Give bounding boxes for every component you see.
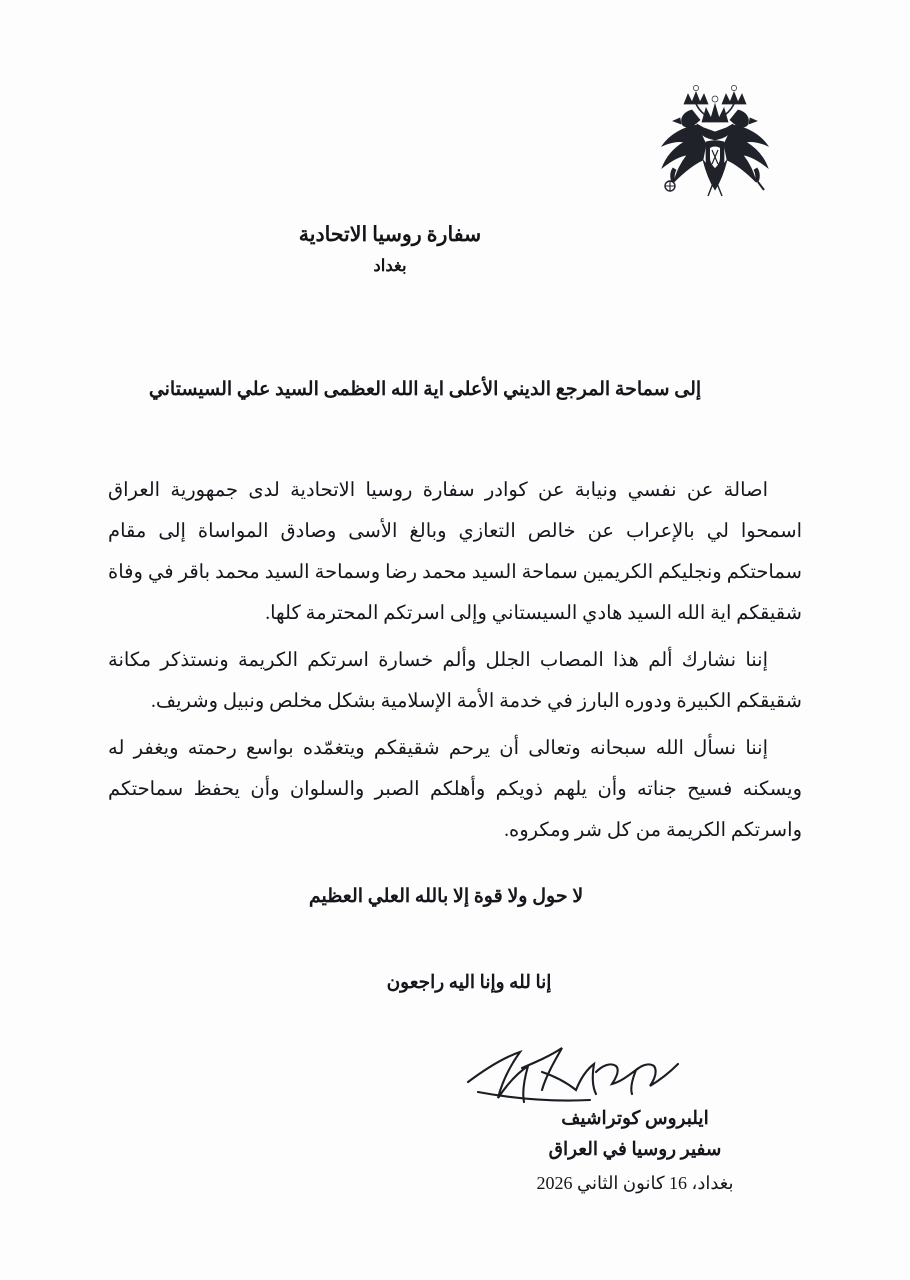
signer-title: سفير روسيا في العراق [548, 1140, 722, 1160]
signer-name: ايلبروس كوتراشيف [561, 1109, 709, 1129]
embassy-city: بغداد [373, 256, 407, 275]
embassy-name: سفارة روسيا الاتحادية [298, 224, 482, 246]
letter-body [108, 470, 802, 857]
addressee-line: إلى سماحة المرجع الديني الأعلى اية الله العظمى السيد علي السيستاني [148, 379, 702, 400]
paragraph-3: إننا نسأل الله سبحانه وتعالى أن يرحم شقيقكم ويتغمّده بواسع رحمته ويغفر له ويسكنه فسيح جناته وأن يلهم ذويكم وأهلكم الصبر والسلوان وأن يحفظ سماحتكم واسرتكم الكريمة من كل شر ومكروه. [108, 738, 802, 841]
closing-invocation-2: إنا لله وإنا اليه راجعون [386, 973, 552, 993]
closing-invocation-1: لا حول ولا قوة إلا بالله العلي العظيم [308, 886, 584, 907]
letterhead [0, 222, 910, 276]
paragraph-2: إننا نشارك ألم هذا المصاب الجلل وألم خسارة اسرتكم الكريمة ونستذكر مكانة شقيقكم الكبيرة ودوره البارز في خدمة الأمة الإسلامية بشكل مخلص ونبيل وشريف. [108, 650, 802, 712]
russian-coat-of-arms-icon [640, 78, 790, 198]
signer-block [490, 1104, 780, 1199]
paragraph-1: اصالة عن نفسي ونيابة عن كوادر سفارة روسيا الاتحادية لدى جمهورية العراق اسمحوا لي بالإعراب عن خالص التعازي وبالغ الأسى وصادق المواساة إلى مقام سماحتكم ونجليكم الكريمين سماحة السيد محمد رضا وسماحة السيد محمد باقر في وفاة شقيقكم اية الله السيد هادي السيستاني وإلى اسرتكم المحترمة كلها. [108, 480, 802, 624]
place-and-date: بغداد، 16 كانون الثاني 2026 [536, 1173, 734, 1193]
